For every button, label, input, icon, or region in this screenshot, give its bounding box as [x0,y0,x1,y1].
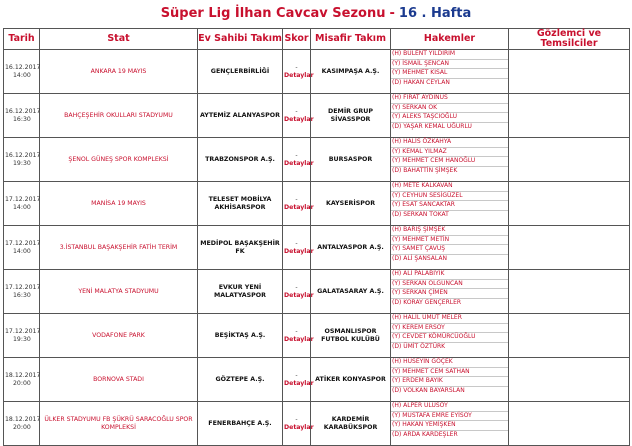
score-cell [283,50,314,94]
match-time: 16:30 [13,115,31,123]
stadium-cell: BAHÇEŞEHİR OKULLARI STADYUMU [40,94,198,138]
referee-entry: (Y) SERKAN OLGUNCAN [391,280,508,290]
referee-entry: (Y) ESAT SANCAKTAR [391,201,508,211]
referee-entry: (Y) KEMAL YILMAZ [391,148,508,158]
away-team-cell: KARDEMİR KARABÜKSPOR [311,402,391,446]
home-team-cell: FENERBAHÇE A.Ş. [198,402,283,446]
observers-cell [509,226,630,270]
home-team-cell: BEŞİKTAŞ A.Ş. [198,314,283,358]
score-value: - [295,107,298,115]
table-row [4,358,630,402]
referee-entry: (Y) MEHMET CEM SATHAN [391,368,508,378]
fixtures-table [3,28,630,446]
observers-cell [509,50,630,94]
referee-entry: (H) METE KALKAVAN [391,182,508,192]
referee-entry: (Y) MEHMET KISAL [391,69,508,79]
referee-entry: (Y) MUSTAFA EMRE EYİSOY [391,412,508,422]
referee-entry: (Y) İSMAİL ŞENCAN [391,60,508,70]
details-link[interactable]: Detaylar [284,423,314,431]
score-value: - [295,283,298,291]
score-cell [283,138,314,182]
referee-entry: (D) KORAY GENÇERLER [392,298,462,306]
header-stadium: Stat [40,29,198,50]
stadium-cell: 3.İSTANBUL BAŞAKŞEHİR FATİH TERİM [40,226,198,270]
match-time: 14:00 [13,247,31,255]
referee-entry: (D) HAKAN CEYLAN [392,78,450,86]
score-cell [283,270,314,314]
match-date: 18.12.2017 [5,371,41,379]
observers-cell [509,94,630,138]
score-cell [283,226,314,270]
table-row [4,94,630,138]
referee-entry: (H) HALİS ÖZKAHYA [391,138,508,148]
stadium-cell: ÜLKER STADYUMU FB ŞÜKRÜ SARACOĞLU SPOR KOMPLEKSİ [40,402,198,446]
referee-entry: (D) SERKAN TOKAT [392,210,449,218]
match-date: 18.12.2017 [5,415,41,423]
observers-cell [509,138,630,182]
referees-cell [391,402,509,446]
referee-entry: (Y) SERKAN ÇİMEN [391,289,508,299]
score-cell [283,94,314,138]
score-value: - [295,415,298,423]
header-observers: Gözlemci ve Temsilciler [509,29,630,50]
score-cell [283,314,314,358]
match-date-cell [4,182,40,226]
away-team-cell: BURSASPOR [311,138,391,182]
page-title [0,0,632,28]
away-team-cell: KASIMPAŞA A.Ş. [311,50,391,94]
away-team-cell: OSMANLISPOR FUTBOL KULÜBÜ [311,314,391,358]
referee-entry: (D) ARDA KARDEŞLER [392,430,458,438]
referee-entry: (H) ALPER ULUSOY [391,402,508,412]
score-value: - [295,151,298,159]
title-separator: - [389,6,395,21]
header-away-team: Misafir Takım [311,29,391,50]
home-team-cell: MEDİPOL BAŞAKŞEHİR FK [198,226,283,270]
referee-entry: (Y) MEHMET CEM HANOĞLU [391,157,508,167]
referee-entry: (H) BÜLENT YILDIRIM [391,50,508,60]
match-date: 17.12.2017 [5,283,41,291]
table-row [4,182,630,226]
referees-cell [391,138,509,182]
score-cell [283,402,314,446]
table-row [4,314,630,358]
home-team-cell: AYTEMİZ ALANYASPOR [198,94,283,138]
header-referees: Hakemler [391,29,509,50]
referee-entry: (D) VOLKAN BAYARSLAN [392,386,465,394]
referee-entry: (H) ALİ PALABIYIK [391,270,508,280]
details-link[interactable]: Detaylar [284,115,314,123]
header-home-team: Ev Sahibi Takım [198,29,283,50]
referee-entry: (D) BAHATTİN ŞİMŞEK [392,166,458,174]
match-list [4,50,630,446]
home-team-cell: TRABZONSPOR A.Ş. [198,138,283,182]
referee-entry: (Y) HAKAN YEMİŞKEN [391,421,508,431]
referee-entry: (Y) ALEKS TAŞCIOĞLU [391,113,508,123]
home-team-cell: EVKUR YENİ MALATYASPOR [198,270,283,314]
match-time: 19:30 [13,335,31,343]
referees-cell [391,182,509,226]
score-value: - [295,195,298,203]
score-value: - [295,63,298,71]
referees-cell [391,50,509,94]
away-team-cell: ANTALYASPOR A.Ş. [311,226,391,270]
match-date: 16.12.2017 [5,107,41,115]
details-link[interactable]: Detaylar [284,379,314,387]
referees-cell [391,270,509,314]
match-time: 16:30 [13,291,31,299]
match-date-cell [4,94,40,138]
match-date-cell [4,402,40,446]
header-date: Tarih [4,29,40,50]
referee-entry: (H) HÜSEYİN GÖÇEK [391,358,508,368]
stadium-cell: YENİ MALATYA STADYUMU [40,270,198,314]
league-title: Süper Lig İlhan Cavcav Sezonu [160,6,386,21]
referees-cell [391,314,509,358]
match-date: 16.12.2017 [5,63,41,71]
referees-cell [391,226,509,270]
details-link[interactable]: Detaylar [284,203,314,211]
match-date: 17.12.2017 [5,327,41,335]
details-link[interactable]: Detaylar [284,71,314,79]
referees-cell [391,94,509,138]
observers-cell [509,270,630,314]
table-row [4,50,630,94]
match-time: 14:00 [13,71,31,79]
match-date-cell [4,314,40,358]
referee-entry: (Y) SERKAN OK [391,104,508,114]
match-date: 17.12.2017 [5,239,41,247]
match-time: 20:00 [13,423,31,431]
score-value: - [295,239,298,247]
referee-entry: (D) YAŞAR KEMAL UĞURLU [392,122,472,130]
match-date-cell [4,138,40,182]
home-team-cell: TELESET MOBİLYA AKHİSARSPOR [198,182,283,226]
referee-entry: (Y) KEREM ERSOY [391,324,508,334]
match-time: 14:00 [13,203,31,211]
details-link[interactable]: Detaylar [284,291,314,299]
details-link[interactable]: Detaylar [284,159,314,167]
referee-entry: (H) BARIŞ ŞİMŞEK [391,226,508,236]
referee-entry: (D) ÜMİT ÖZTÜRK [392,342,446,350]
table-row [4,226,630,270]
details-link[interactable]: Detaylar [284,247,314,255]
match-date-cell [4,50,40,94]
table-row [4,138,630,182]
stadium-cell: BORNOVA STADI [40,358,198,402]
match-date: 16.12.2017 [5,151,41,159]
match-time: 19:30 [13,159,31,167]
table-row [4,402,630,446]
details-link[interactable]: Detaylar [284,335,314,343]
match-time: 20:00 [13,379,31,387]
referee-entry: (Y) ERDEM BAYIK [391,377,508,387]
referee-entry: (Y) CEVDET KÖMÜRCÜOĞLU [391,333,508,343]
score-cell [283,358,314,402]
score-value: - [295,327,298,335]
observers-cell [509,402,630,446]
score-cell [283,182,314,226]
match-date-cell [4,358,40,402]
referee-entry: (Y) SAMET ÇAVUŞ [391,245,508,255]
header-score: Skor [283,29,311,50]
stadium-cell: ŞENOL GÜNEŞ SPOR KOMPLEKSİ [40,138,198,182]
match-date-cell [4,226,40,270]
home-team-cell: GENÇLERBİRLİĞİ [198,50,283,94]
match-date-cell [4,270,40,314]
referee-entry: (Y) CEYHUN SESİGÜZEL [391,192,508,202]
referee-entry: (H) FIRAT AYDINUS [391,94,508,104]
observers-cell [509,314,630,358]
stadium-cell: ANKARA 19 MAYIS [40,50,198,94]
observers-cell [509,182,630,226]
table-row [4,270,630,314]
stadium-cell: MANİSA 19 MAYIS [40,182,198,226]
referee-entry: (D) ALİ ŞANSALAN [392,254,447,262]
referees-cell [391,358,509,402]
observers-cell [509,358,630,402]
away-team-cell: DEMİR GRUP SİVASSPOR [311,94,391,138]
home-team-cell: GÖZTEPE A.Ş. [198,358,283,402]
away-team-cell: ATİKER KONYASPOR [311,358,391,402]
away-team-cell: KAYSERİSPOR [311,182,391,226]
referee-entry: (H) HALİL UMUT MELER [391,314,508,324]
referee-entry: (Y) MEHMET METİN [391,236,508,246]
table-header-row [4,29,630,50]
score-value: - [295,371,298,379]
stadium-cell: VODAFONE PARK [40,314,198,358]
away-team-cell: GALATASARAY A.Ş. [311,270,391,314]
week-label: 16 . Hafta [398,6,472,21]
match-date: 17.12.2017 [5,195,41,203]
